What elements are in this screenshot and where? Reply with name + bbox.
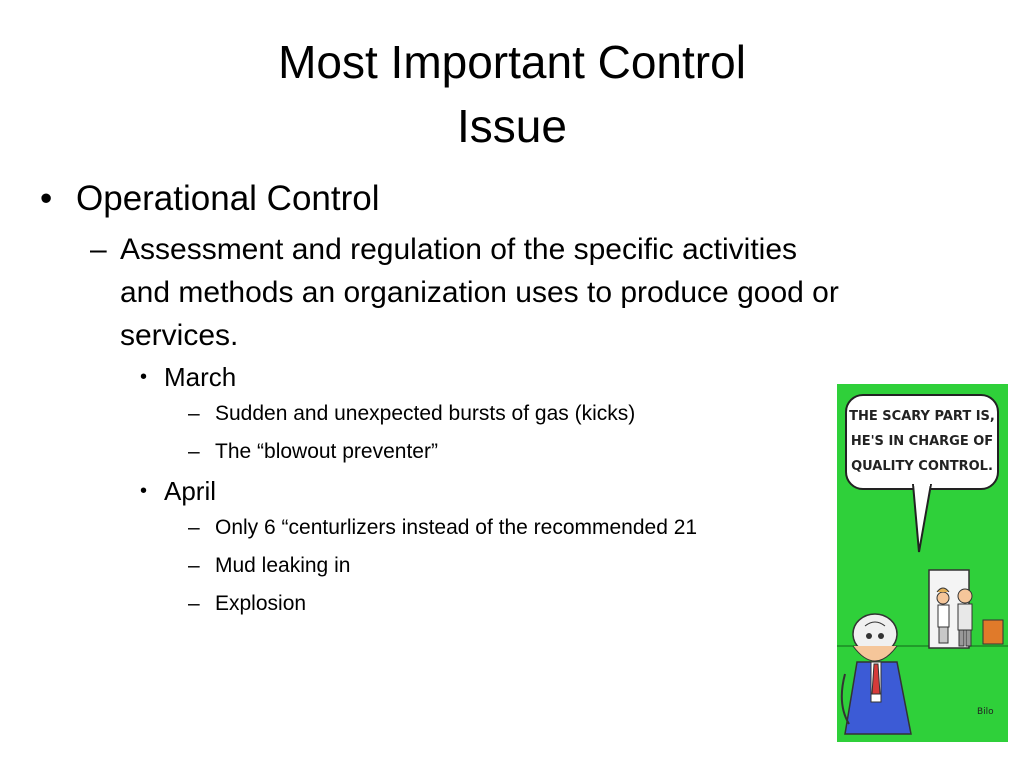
title-line-1: Most Important Control [278, 36, 746, 88]
bullet-marker: • [140, 480, 148, 502]
dash-marker: – [90, 233, 107, 266]
bullet-operational-control [40, 176, 840, 222]
bullet-text: March [164, 362, 237, 392]
dash-marker: – [188, 440, 200, 463]
caption-line: THE SCARY PART IS, [849, 409, 995, 424]
bullet-march [140, 359, 840, 395]
sub-bullet-definition [90, 228, 840, 357]
list-item [188, 585, 840, 623]
list-item-text: Explosion [215, 592, 307, 615]
svg-text:Bilo: Bilo [977, 707, 994, 717]
bullet-text: April [164, 476, 217, 506]
caption-line: HE'S IN CHARGE OF [850, 434, 994, 449]
list-item-text: The “blowout preventer” [215, 440, 438, 463]
cartoon-scene-icon [837, 384, 1008, 742]
list-item-text: Mud leaking in [215, 554, 351, 577]
list-item [188, 433, 840, 471]
dash-marker: – [188, 592, 200, 615]
bullet-marker: • [40, 179, 53, 218]
dash-marker: – [188, 402, 200, 425]
dash-marker: – [188, 554, 200, 577]
list-item-text: Sudden and unexpected bursts of gas (kicks) [215, 402, 636, 425]
bullet-marker: • [140, 366, 148, 388]
quality-control-cartoon [837, 384, 1008, 742]
slide-title [0, 30, 1024, 158]
list-item [188, 509, 840, 547]
dash-marker: – [188, 516, 200, 539]
bullet-text: Operational Control [76, 179, 380, 218]
slide-body [40, 176, 840, 623]
list-item [188, 547, 840, 585]
caption-line: QUALITY CONTROL. [851, 459, 993, 474]
bullet-april [140, 473, 840, 509]
list-item-text: Only 6 “centurlizers instead of the recommended 21 [215, 516, 698, 539]
title-line-2: Issue [457, 100, 567, 152]
definition-text: Assessment and regulation of the specific activities and methods an organization uses to produce good or services. [120, 233, 839, 352]
list-item [188, 395, 840, 433]
